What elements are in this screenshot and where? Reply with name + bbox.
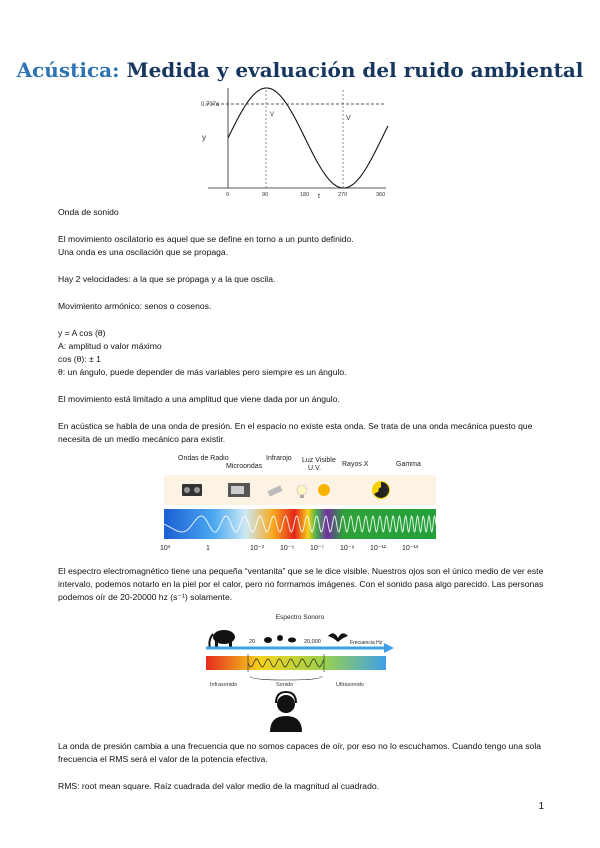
radio-icon: [182, 484, 202, 496]
sound-zone-label: Ultrasonido: [336, 682, 364, 688]
paragraph: cos (θ): ± 1: [58, 354, 101, 364]
sound-title: Espectro Sonoro: [275, 614, 325, 621]
sine-wave-figure: [200, 84, 396, 202]
tick: 90: [262, 192, 269, 198]
em-band-label: Ondas de Radio: [178, 455, 229, 462]
v-label-2: V: [346, 115, 351, 122]
y-label: y: [202, 133, 206, 142]
paragraph: Onda de sonido: [58, 207, 119, 217]
tick: 360: [376, 192, 386, 198]
paragraph: El espectro electromagnético tiene una pequeña “ventanita” que se le dice visible. Nuestros ojos son el único medio de ver este intervalo, podemos notarlo en la piel por el calor, pero no formamos imágenes. Con el sonido pasa algo parecido. Las personas podemos oír de 20-20000 hz (s⁻¹) solamente.: [58, 566, 544, 603]
paragraph: RMS: root mean square. Raíz cuadrada del valor medio de la magnitud al cuadrado.: [58, 781, 380, 791]
v-label-1: V: [270, 112, 275, 118]
person-headset-icon: [270, 692, 302, 732]
paragraph: Hay 2 velocidades: a la que se propaga y a la que oscila.: [58, 274, 276, 284]
tick: 180: [300, 192, 310, 198]
em-scale-label: 10⁻⁷: [310, 545, 325, 552]
em-scale-label: 10⁻¹³: [402, 545, 419, 552]
sound-mark: 20,000: [304, 639, 321, 645]
paragraph: En acústica se habla de una onda de presión. En el espacio no existe esta onda. Se trata de una onda mecánica puesto que necesita de un medio mecánico para existir.: [58, 421, 533, 445]
sound-mark: 20: [249, 639, 256, 645]
title-main: Medida y evaluación del ruido ambiental: [126, 58, 584, 82]
spectrum-bar: [164, 509, 436, 539]
paragraph: y = A cos (θ): [58, 328, 106, 338]
elephant-icon: [209, 630, 235, 648]
bat-icon: [328, 633, 348, 642]
sun-icon: [318, 484, 330, 496]
em-band-label: Infrarojo: [266, 455, 292, 462]
em-band-label: Rayos X: [342, 461, 369, 468]
tick: 0: [226, 192, 230, 198]
paragraph: El movimiento está limitado a una amplitud que viene dada por un ángulo.: [58, 394, 340, 404]
em-band-label: Microondas: [226, 463, 263, 470]
title-prefix: Acústica:: [16, 58, 120, 82]
level-label: 0.707a: [201, 102, 220, 108]
paragraph: θ: un ángulo, puede depender de más variables pero siempre es un ángulo.: [58, 367, 347, 377]
animals-icon: [264, 635, 296, 643]
em-spectrum-figure: [156, 450, 446, 556]
paragraph: Movimiento armónico: senos o cosenos.: [58, 301, 212, 311]
sine-curve: [228, 88, 388, 188]
em-band-label: U.V.: [308, 465, 321, 472]
paragraph: El movimiento oscilatorio es aquel que se define en torno a un punto definido.: [58, 234, 354, 244]
sound-bar: [206, 656, 386, 670]
sound-zone-label: Infrasonido: [210, 682, 238, 688]
em-scale-label: 10⁻¹¹: [370, 545, 387, 552]
microwave-icon: [228, 483, 250, 497]
paragraph: A: amplitud o valor máximo: [58, 341, 162, 351]
sound-mark: Frecuencia Hz: [350, 640, 383, 646]
em-scale-label: 10⁻⁹: [340, 545, 355, 552]
page-title: [0, 58, 600, 82]
em-scale-label: 10⁻³: [250, 545, 264, 552]
em-scale-label: 10³: [160, 545, 171, 552]
page-number: 1: [538, 801, 544, 812]
x-label: t: [318, 193, 320, 200]
sound-spectrum-figure: [200, 610, 400, 734]
em-band-label: Gamma: [396, 461, 421, 468]
em-band-label: Luz Visible: [302, 457, 336, 464]
paragraph: Una onda es una oscilación que se propaga.: [58, 247, 229, 257]
tick: 270: [338, 192, 348, 198]
paragraph: La onda de presión cambia a una frecuencia que no somos capaces de oír, por eso no lo escuchamos. Cuando tengo una sola frecuencia el RMS será el valor de la potencia efectiva.: [58, 741, 542, 765]
em-scale-label: 10⁻⁵: [280, 545, 295, 552]
em-scale-label: 1: [206, 545, 210, 552]
sound-zone-label: Sonido: [276, 682, 294, 688]
